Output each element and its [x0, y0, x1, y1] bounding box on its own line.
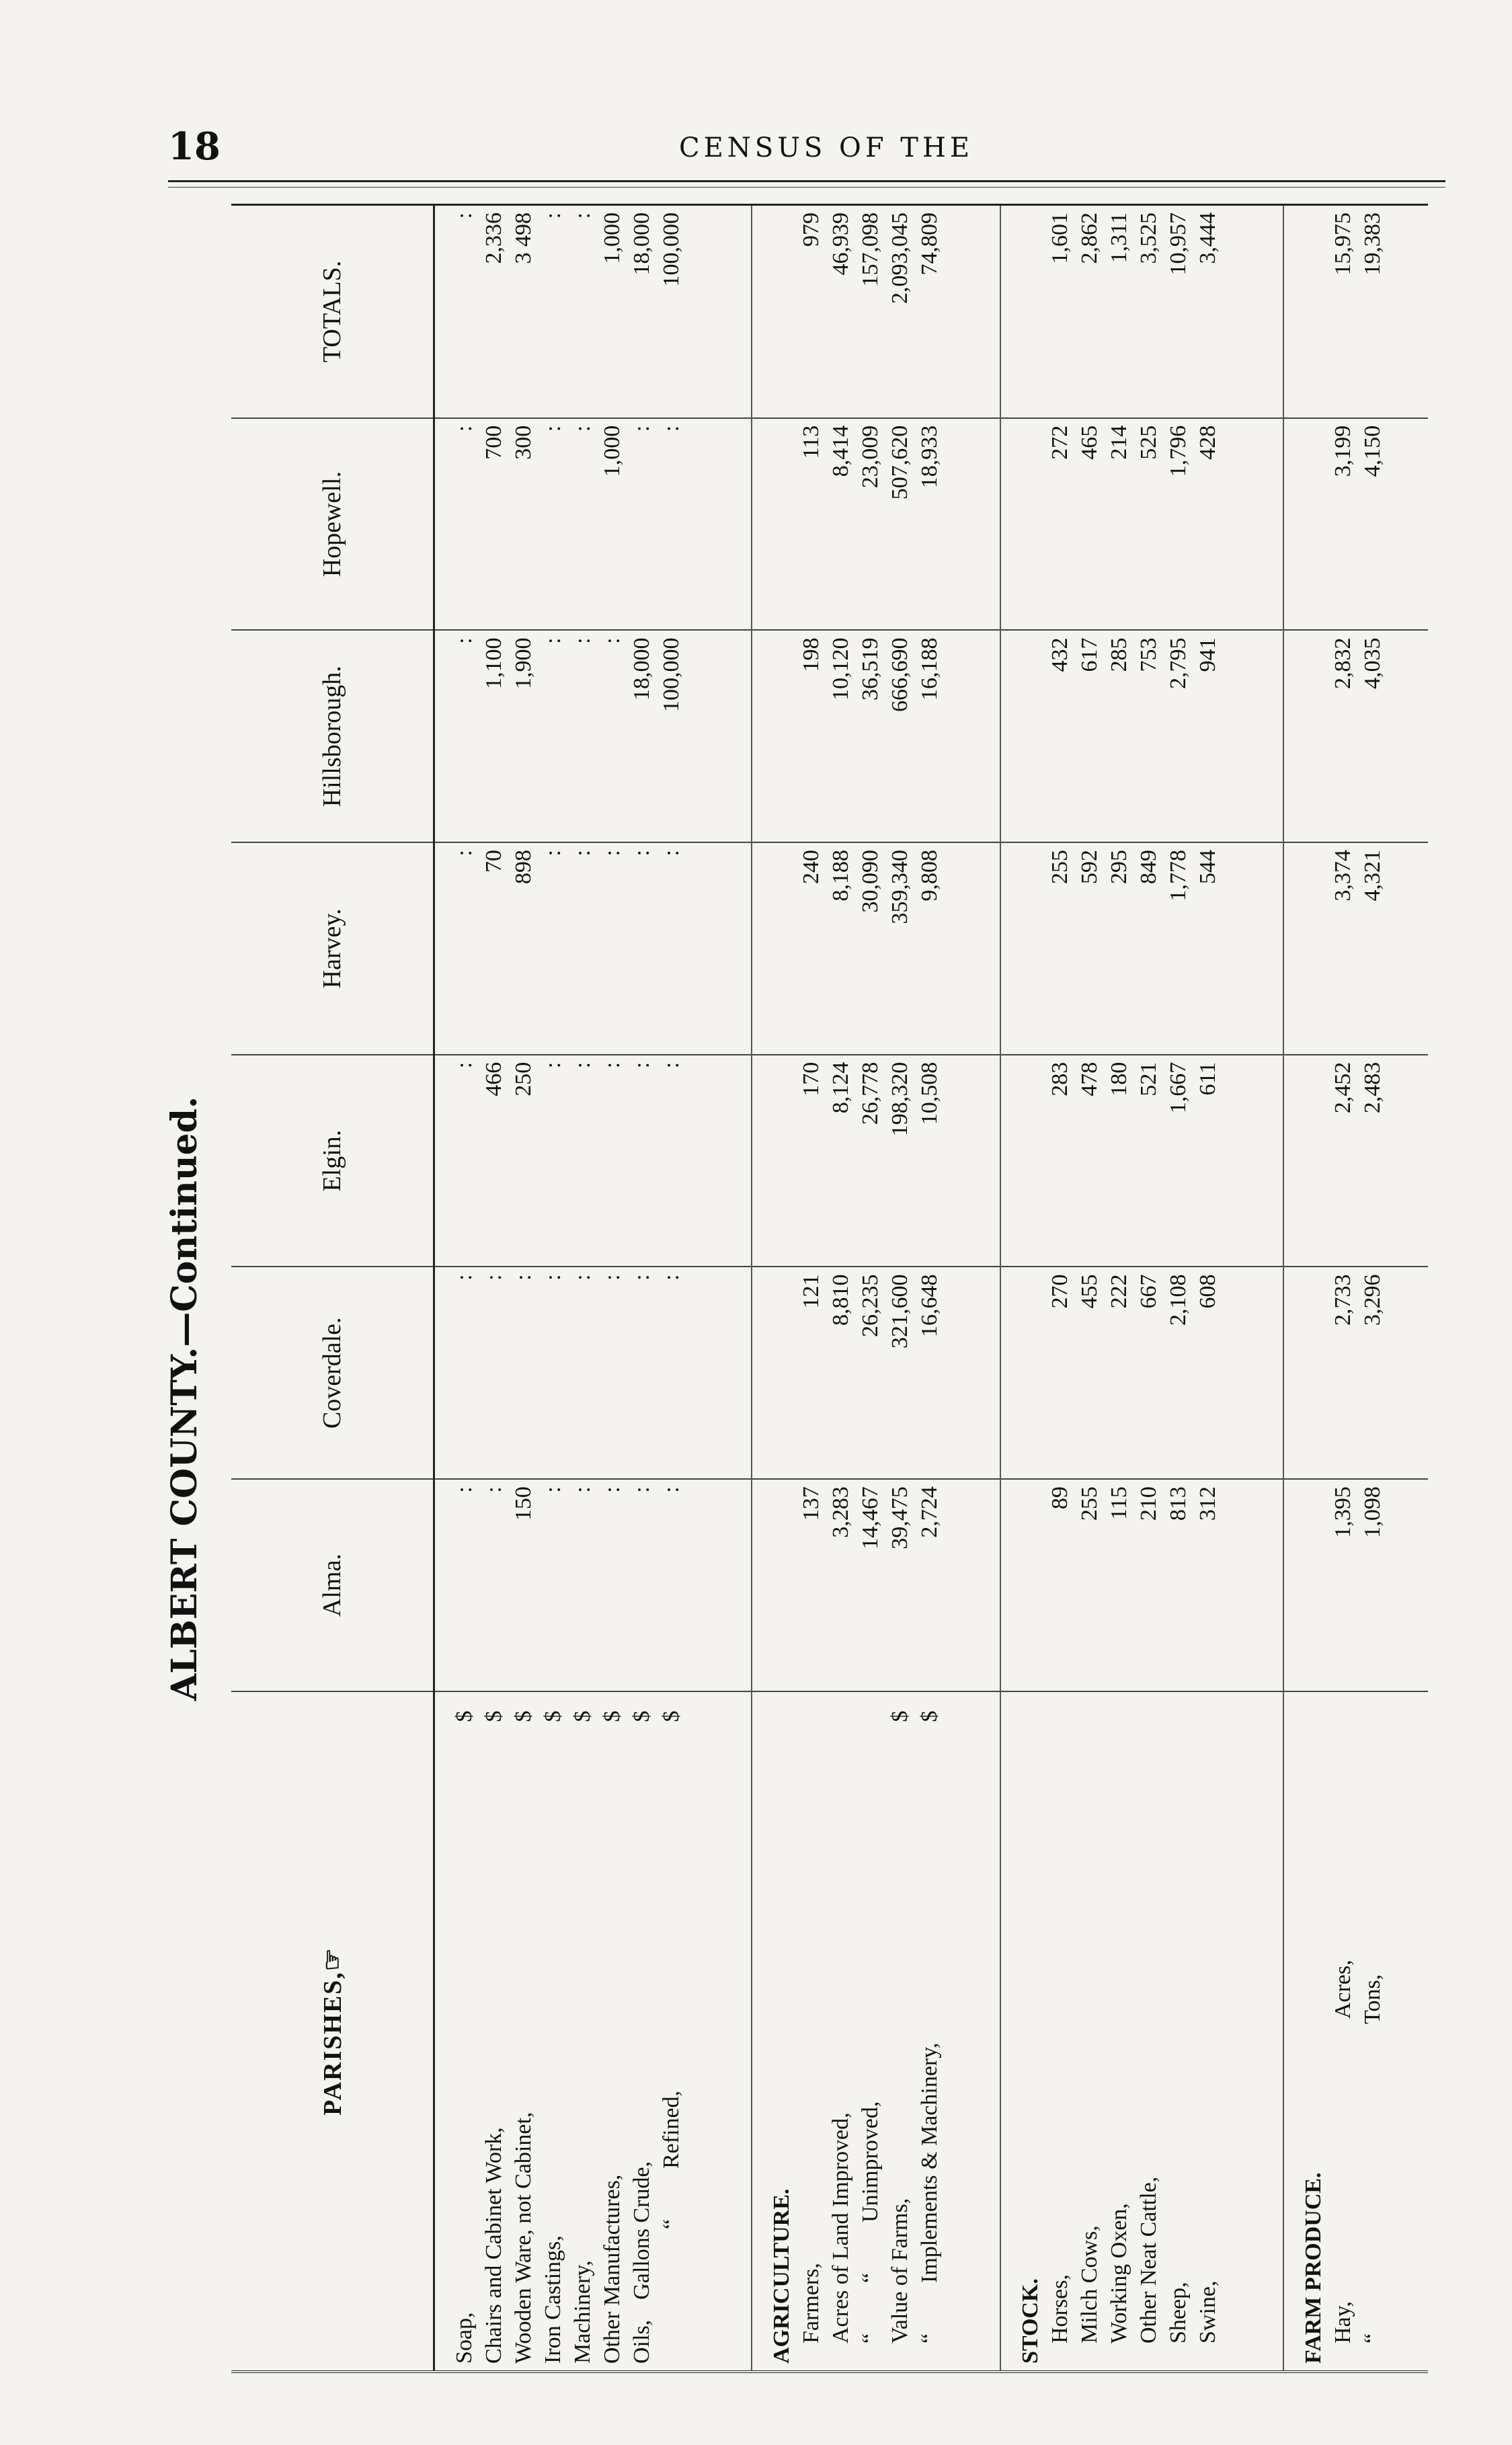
header-harvey: Harvey.: [231, 842, 434, 1055]
row-label: Milch Cows,: [1076, 2225, 1102, 2343]
elgin-values: 283 478 180 521 1,667 611: [1000, 1055, 1283, 1267]
hopewell-values: 113 8,414 23,009 507,620 18,933: [752, 418, 1000, 631]
row-label: “Implements & Machinery,: [917, 2042, 943, 2343]
totals-values: 15,975 19,383: [1330, 212, 1385, 276]
section-manufactures: [434, 206, 752, 2370]
coverdale-values: 121 8,810 26,235 321,600 16,648: [752, 1267, 1000, 1479]
row-label: Horses,: [1047, 2274, 1072, 2343]
table-title: ALBERT COUNTY.—Continued.: [164, 1096, 205, 1701]
row-label: Soap,: [452, 2312, 477, 2364]
hopewell-values: : 700 300 : : 1,000 : :: [434, 418, 752, 631]
row-label: Machinery,: [570, 2260, 595, 2364]
coverdale-values: 2,733 3,296: [1283, 1267, 1428, 1479]
harvey-values: : 70 898 : : : : :: [434, 842, 752, 1055]
row-label: Working Oxen,: [1106, 2203, 1131, 2343]
unit-column: $ $: [752, 1691, 1000, 1741]
labels-agriculture: [752, 1740, 1000, 2370]
section-title-farm-produce: FARM PRODUCE.: [1300, 2172, 1326, 2364]
harvey-values: 3,374 4,321: [1283, 842, 1428, 1055]
labels-manufactures: [434, 1740, 752, 2370]
hopewell-values: 3,199 4,150: [1283, 418, 1428, 631]
coverdale-values: : : : : : : : :: [434, 1267, 752, 1479]
row-label: Iron Castings,: [541, 2235, 565, 2364]
harvey-values: 240 8,188 30,090 359,340 9,808: [752, 842, 1000, 1055]
row-label: Other Manufactures,: [600, 2174, 625, 2364]
alma-values: 89 255 115 210 813 312: [1000, 1479, 1283, 1691]
totals-values: : 2,336 3 498 : : 1,000 18,000 100,000: [434, 206, 752, 418]
header-totals: TOTALS.: [231, 206, 434, 418]
unit-column: [1283, 1691, 1428, 1741]
row-label: “Refined,: [659, 2090, 684, 2229]
section-stock: [1000, 206, 1283, 2370]
hillsborough-values: 2,832 4,035: [1283, 630, 1428, 842]
row-label: Oils,Gallons Crude,: [629, 2161, 654, 2364]
row-label: Swine,: [1195, 2280, 1220, 2343]
hillsborough-values: 432 617 285 753 2,795 941: [1000, 630, 1283, 842]
alma-values: : : 150 : : : : :: [434, 1479, 752, 1691]
row-label: Value of Farms,: [887, 2198, 913, 2343]
row-label: Farmers,: [799, 2263, 824, 2343]
row-label: Chairs and Cabinet Work,: [481, 2127, 506, 2364]
alma-values: 137 3,283 14,467 39,475 2,724: [752, 1479, 1000, 1691]
header-coverdale: Coverdale.: [231, 1267, 434, 1479]
section-agriculture: [752, 206, 1000, 2370]
row-label: Sheep,: [1165, 2282, 1191, 2343]
row-label: Hay,Acres,: [1330, 1960, 1355, 2343]
elgin-values: 2,452 2,483: [1283, 1055, 1428, 1267]
row-label: Acres of Land Improved,: [828, 2112, 854, 2343]
elgin-values: 170 8,124 26,778 198,320 10,508: [752, 1055, 1000, 1267]
page-number: 18: [168, 124, 221, 169]
harvey-values: 255 592 295 849 1,778 544: [1000, 842, 1283, 1055]
section-title-agriculture: AGRICULTURE.: [769, 2188, 795, 2364]
header-rule: [168, 180, 1445, 182]
header-hillsborough: Hillsborough.: [231, 630, 434, 842]
hopewell-values: 272 465 214 525 1,796 428: [1000, 418, 1283, 631]
coverdale-values: 270 455 222 667 2,108 608: [1000, 1267, 1283, 1479]
labels-stock: [1000, 1740, 1283, 2370]
header-rule-thin: [168, 187, 1445, 188]
header-row: [231, 206, 434, 2370]
unit-column: [1000, 1691, 1283, 1741]
section-farm-produce: [1283, 206, 1428, 2370]
header-alma: Alma.: [231, 1479, 434, 1691]
census-table: [231, 206, 1428, 2370]
header-hopewell: Hopewell.: [231, 418, 434, 631]
section-title-stock: STOCK.: [1017, 2278, 1043, 2364]
running-head: CENSUS OF THE: [679, 132, 974, 163]
hillsborough-values: : 1,100 1,900 : : : 18,000 100,000: [434, 630, 752, 842]
row-label: Other Neat Cattle,: [1136, 2176, 1161, 2343]
header-elgin: Elgin.: [231, 1055, 434, 1267]
rotated-table: [164, 208, 1441, 2373]
page-header: [168, 124, 1445, 178]
row-label: Wooden Ware, not Cabinet,: [511, 2112, 536, 2364]
totals-values: 1,601 2,862 1,311 3,525 10,957 3,444: [1000, 206, 1283, 418]
totals-values: 979 46,939 157,098 2,093,045 74,809: [752, 206, 1000, 418]
census-table-frame: [231, 204, 1428, 2373]
labels-farm-produce: [1283, 1740, 1428, 2370]
unit-column: $ $ $ $ $ $ $ $: [434, 1691, 752, 1741]
row-label: ““Unimproved,: [858, 2101, 883, 2343]
row-label: “Tons,: [1359, 1974, 1385, 2343]
hillsborough-values: 198 10,120 36,519 666,690 16,188: [752, 630, 1000, 842]
elgin-values: : 466 250 : : : : :: [434, 1055, 752, 1267]
alma-values: 1,395 1,098: [1283, 1479, 1428, 1691]
header-parishes: PARISHES,☞: [231, 1691, 434, 2370]
